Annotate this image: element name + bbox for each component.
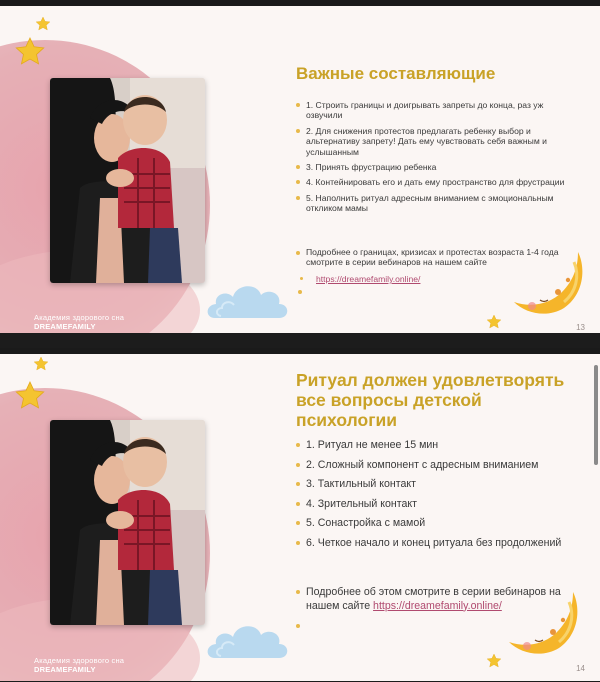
bullet-dot xyxy=(296,251,300,255)
bullet-list xyxy=(296,100,566,219)
list-item: 3. Принять фрустрацию ребенка xyxy=(296,162,566,172)
bullet-dot xyxy=(296,590,300,594)
star-icon xyxy=(486,653,502,669)
more-info-label: Подробнее об этом смотрите в серии вебинаров на нашем сайте xyxy=(306,586,561,612)
star-icon xyxy=(14,36,46,68)
website-link[interactable]: https://dreamefamily.online/ xyxy=(316,274,421,284)
list-item: 2. Для снижения протестов предлагать ребенку выбор и альтернативу запрету! Дать ему чувствовать себя важным и услышанным xyxy=(296,126,566,157)
scrollbar[interactable] xyxy=(594,365,598,465)
more-info-label: Подробнее о границах, кризисах и протестах возраста 1-4 года смотрите в серии вебинаров на нашем сайте xyxy=(306,247,559,268)
cloud-icon xyxy=(205,618,290,660)
bullet-dot xyxy=(296,624,300,628)
star-icon xyxy=(14,380,46,412)
slide-top-bar xyxy=(0,0,600,6)
slide-title: Ритуал должен удовлетворять все вопросы детской психологии xyxy=(296,370,565,430)
star-icon xyxy=(486,314,502,330)
bullet-dot xyxy=(298,290,302,294)
slide-title: Важные составляющие xyxy=(296,64,496,83)
mother-child-photo xyxy=(50,78,205,283)
slide-13 xyxy=(0,0,600,333)
mother-child-photo xyxy=(50,420,205,625)
list-item: 1. Строить границы и доигрывать запреты до конца, раз уж озвучили xyxy=(296,100,566,121)
slide-14 xyxy=(0,348,600,681)
list-item: 1. Ритуал не менее 15 мин xyxy=(296,438,576,452)
page-number: 13 xyxy=(576,323,585,332)
star-icon xyxy=(33,356,49,372)
brand-label xyxy=(34,313,124,331)
brand-subtitle: Академия здорового сна xyxy=(34,656,125,665)
star-icon xyxy=(35,16,51,32)
page-number: 14 xyxy=(576,664,585,673)
list-item: 4. Контейнировать его и дать ему пространство для фрустрации xyxy=(296,177,566,187)
list-item: 2. Сложный компонент с адресным вниманием xyxy=(296,458,576,472)
brand-name: DREAMEFAMILY xyxy=(34,665,96,674)
moon-icon xyxy=(505,588,585,660)
list-item: 3. Тактильный контакт xyxy=(296,477,576,491)
list-item: 5. Наполнить ритуал адресным вниманием с эмоциональным откликом мамы xyxy=(296,193,566,214)
cloud-icon xyxy=(205,278,290,320)
list-item: 5. Сонастройка с мамой xyxy=(296,516,576,530)
brand-label xyxy=(34,656,124,674)
moon-icon xyxy=(510,248,590,320)
brand-name: DREAMEFAMILY xyxy=(34,322,96,331)
slide-top-bar xyxy=(0,348,600,354)
list-item: 6. Четкое начало и конец ритуала без продолжений xyxy=(296,536,576,550)
list-item: 4. Зрительный контакт xyxy=(296,497,576,511)
bullet-list xyxy=(296,438,576,556)
website-link[interactable]: https://dreamefamily.online/ xyxy=(373,599,502,612)
bullet-dot xyxy=(300,277,303,280)
brand-subtitle: Академия здорового сна xyxy=(34,313,125,322)
